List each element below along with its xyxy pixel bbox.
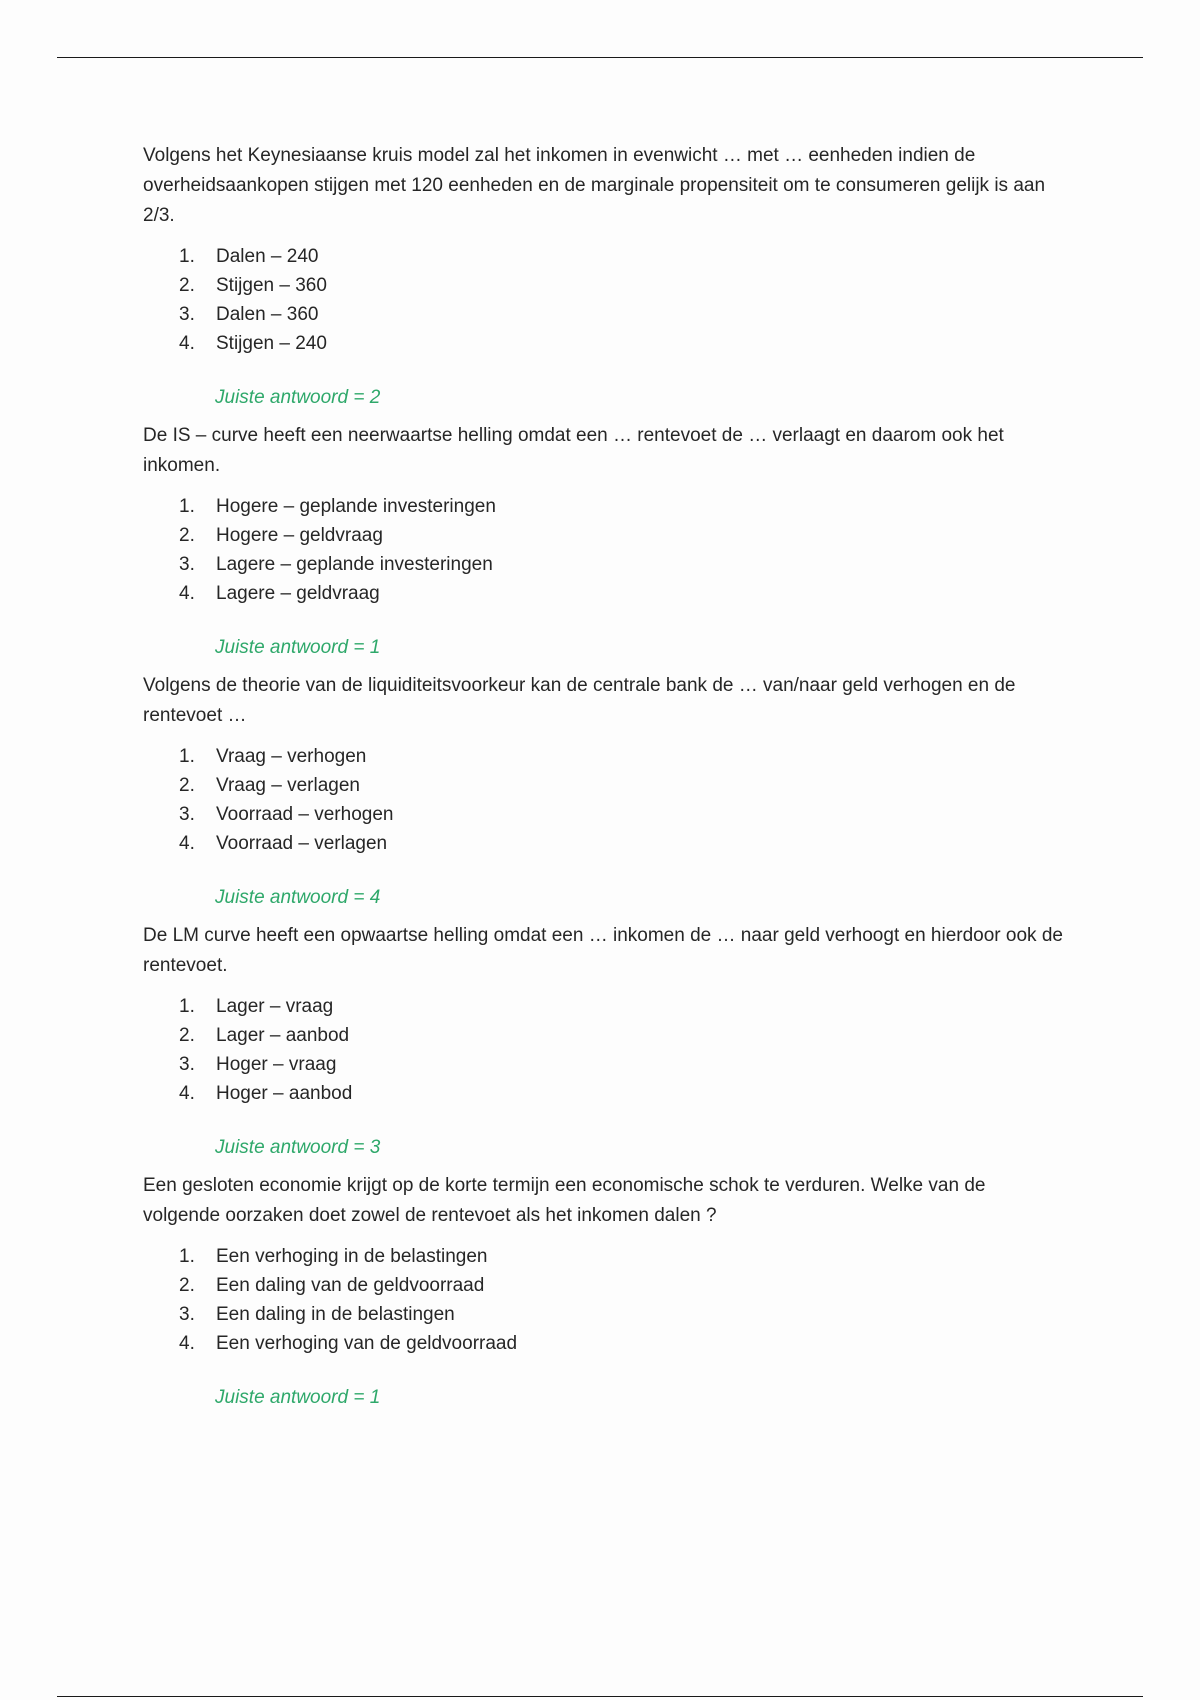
option-item xyxy=(179,329,1063,358)
option-item xyxy=(179,1329,1063,1358)
document-body xyxy=(143,141,1063,1413)
option-label: Hoger – aanbod xyxy=(216,1083,353,1104)
question-5 xyxy=(143,1171,1063,1413)
option-number: 1. xyxy=(179,246,195,267)
option-number: 1. xyxy=(179,996,195,1017)
bottom-rule xyxy=(57,1696,1143,1697)
option-number: 4. xyxy=(179,583,195,604)
question-text: Een gesloten economie krijgt op de korte termijn een economische schok te verduren. Welke van de volgende oorzaken doet zowel de rentevoet als het inkomen dalen ? xyxy=(143,1175,986,1226)
question-2 xyxy=(143,421,1063,663)
option-list xyxy=(143,492,1063,608)
correct-answer: Juiste antwoord = 4 xyxy=(215,887,381,908)
option-label: Hogere – geplande investeringen xyxy=(216,496,496,517)
option-label: Lagere – geldvraag xyxy=(216,583,380,604)
option-number: 4. xyxy=(179,1333,195,1354)
option-item xyxy=(179,1021,1063,1050)
option-list xyxy=(143,242,1063,358)
option-list xyxy=(143,1242,1063,1358)
correct-answer: Juiste antwoord = 1 xyxy=(215,637,381,658)
option-label: Voorraad – verhogen xyxy=(216,804,394,825)
option-label: Stijgen – 360 xyxy=(216,275,327,296)
question-text: Volgens het Keynesiaanse kruis model zal het inkomen in evenwicht … met … eenheden indien de overheidsaankopen stijgen met 120 eenheden en de marginale propensiteit om te consumeren gelijk is aan 2/3. xyxy=(143,145,1046,226)
option-list xyxy=(143,742,1063,858)
option-number: 2. xyxy=(179,275,195,296)
option-number: 2. xyxy=(179,525,195,546)
option-number: 3. xyxy=(179,804,195,825)
option-item xyxy=(179,742,1063,771)
option-list xyxy=(143,992,1063,1108)
top-rule xyxy=(57,57,1143,58)
question-text: De LM curve heeft een opwaartse helling omdat een … inkomen de … naar geld verhoogt en hierdoor ook de rentevoet. xyxy=(143,925,1063,976)
question-3 xyxy=(143,671,1063,913)
option-item xyxy=(179,800,1063,829)
option-number: 4. xyxy=(179,333,195,354)
option-label: Vraag – verlagen xyxy=(216,775,361,796)
correct-answer: Juiste antwoord = 3 xyxy=(215,1137,381,1158)
option-label: Een verhoging van de geldvoorraad xyxy=(216,1333,518,1354)
option-number: 3. xyxy=(179,554,195,575)
correct-answer: Juiste antwoord = 2 xyxy=(215,387,381,408)
option-number: 3. xyxy=(179,304,195,325)
option-item xyxy=(179,1271,1063,1300)
option-item xyxy=(179,550,1063,579)
option-number: 3. xyxy=(179,1054,195,1075)
option-item xyxy=(179,829,1063,858)
option-label: Hoger – vraag xyxy=(216,1054,337,1075)
option-label: Een verhoging in de belastingen xyxy=(216,1246,488,1267)
question-text: Volgens de theorie van de liquiditeitsvoorkeur kan de centrale bank de … van/naar geld verhogen en de rentevoet … xyxy=(143,675,1016,726)
option-item xyxy=(179,1050,1063,1079)
question-text: De IS – curve heeft een neerwaartse helling omdat een … rentevoet de … verlaagt en daarom ook het inkomen. xyxy=(143,425,1004,476)
option-number: 2. xyxy=(179,1275,195,1296)
option-label: Voorraad – verlagen xyxy=(216,833,388,854)
option-item xyxy=(179,271,1063,300)
option-label: Lagere – geplande investeringen xyxy=(216,554,493,575)
correct-answer: Juiste antwoord = 1 xyxy=(215,1387,381,1408)
option-item xyxy=(179,1079,1063,1108)
option-item xyxy=(179,300,1063,329)
option-label: Dalen – 360 xyxy=(216,304,319,325)
option-number: 2. xyxy=(179,1025,195,1046)
option-item xyxy=(179,242,1063,271)
option-label: Een daling van de geldvoorraad xyxy=(216,1275,485,1296)
option-number: 3. xyxy=(179,1304,195,1325)
option-item xyxy=(179,1300,1063,1329)
question-4 xyxy=(143,921,1063,1163)
option-label: Vraag – verhogen xyxy=(216,746,367,767)
question-1 xyxy=(143,141,1063,413)
option-number: 4. xyxy=(179,833,195,854)
option-item xyxy=(179,492,1063,521)
option-label: Dalen – 240 xyxy=(216,246,319,267)
option-number: 4. xyxy=(179,1083,195,1104)
option-label: Lager – aanbod xyxy=(216,1025,350,1046)
option-number: 2. xyxy=(179,775,195,796)
option-label: Lager – vraag xyxy=(216,996,334,1017)
option-item xyxy=(179,992,1063,1021)
option-label: Hogere – geldvraag xyxy=(216,525,383,546)
option-item xyxy=(179,1242,1063,1271)
option-number: 1. xyxy=(179,1246,195,1267)
option-label: Stijgen – 240 xyxy=(216,333,327,354)
option-number: 1. xyxy=(179,496,195,517)
option-label: Een daling in de belastingen xyxy=(216,1304,455,1325)
option-item xyxy=(179,771,1063,800)
option-number: 1. xyxy=(179,746,195,767)
option-item xyxy=(179,521,1063,550)
option-item xyxy=(179,579,1063,608)
